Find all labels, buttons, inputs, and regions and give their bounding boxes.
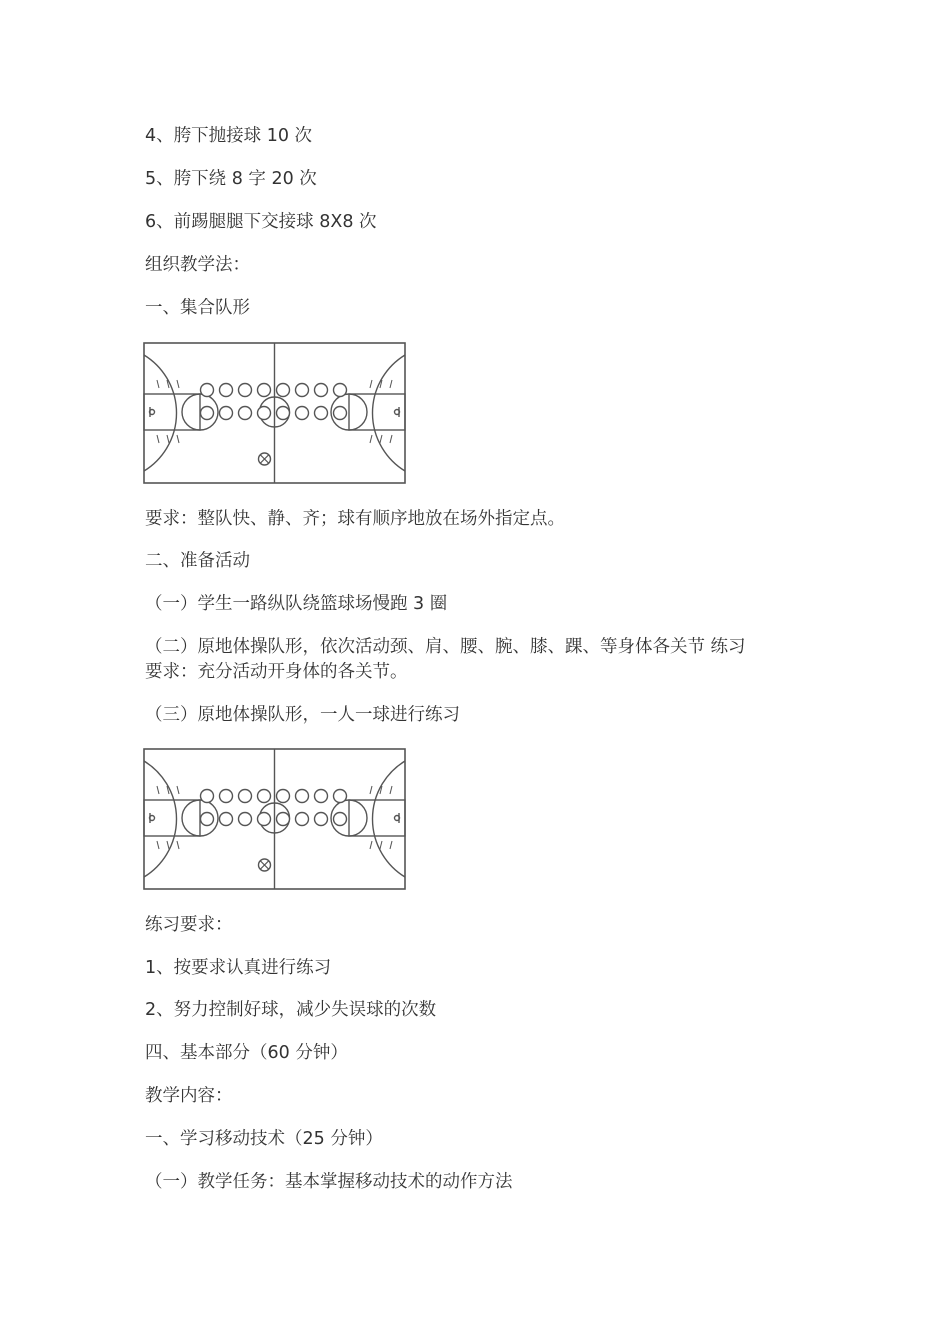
- player-marker: [277, 813, 290, 826]
- free-throw-lane: [144, 394, 200, 430]
- court-diagram-formation: [143, 342, 406, 484]
- free-throw-lane: [349, 800, 405, 836]
- text-line: 教学内容：: [145, 1086, 233, 1106]
- section-heading: 一、集合队形: [145, 298, 250, 318]
- player-marker: [296, 813, 309, 826]
- player-marker: [201, 384, 214, 397]
- player-marker: [315, 407, 328, 420]
- text-line: （二）原地体操队形，依次活动颈、肩、腰、腕、膝、踝、等身体各关节 练习: [145, 637, 746, 657]
- player-marker: [201, 813, 214, 826]
- lane-hash-mark: [167, 841, 169, 849]
- section-heading: 四、基本部分（60 分钟）: [145, 1043, 348, 1063]
- text-line: 要求：整队快、静、齐；球有顺序地放在场外指定点。: [145, 509, 565, 529]
- text-line: 1、按要求认真进行练习: [145, 958, 332, 978]
- text-line: 5、胯下绕 8 字 20 次: [145, 169, 317, 189]
- text-line: 2、努力控制好球，减少失误球的次数: [145, 1000, 437, 1020]
- player-marker: [296, 790, 309, 803]
- player-marker: [277, 384, 290, 397]
- text-line: 要求：充分活动开身体的各关节。: [145, 662, 408, 682]
- lane-hash-mark: [167, 435, 169, 443]
- free-throw-lane: [349, 394, 405, 430]
- lane-hash-mark: [390, 786, 392, 794]
- lane-hash-mark: [370, 435, 372, 443]
- lane-hash-mark: [370, 841, 372, 849]
- player-marker: [258, 384, 271, 397]
- court-diagram-practice: [143, 748, 406, 890]
- lane-hash-mark: [177, 380, 179, 388]
- player-marker: [201, 407, 214, 420]
- lane-hash-mark: [177, 841, 179, 849]
- player-marker: [334, 407, 347, 420]
- player-marker: [220, 384, 233, 397]
- player-marker: [258, 790, 271, 803]
- lane-hash-mark: [390, 841, 392, 849]
- text-line: （一）学生一路纵队绕篮球场慢跑 3 圈: [145, 594, 448, 614]
- text-line: 练习要求：: [145, 915, 233, 935]
- lane-hash-mark: [177, 786, 179, 794]
- player-marker: [239, 407, 252, 420]
- player-marker: [315, 813, 328, 826]
- player-marker: [239, 384, 252, 397]
- lane-hash-mark: [390, 435, 392, 443]
- lane-hash-mark: [157, 380, 159, 388]
- player-marker: [220, 790, 233, 803]
- player-marker: [296, 407, 309, 420]
- free-throw-lane: [144, 800, 200, 836]
- player-marker: [239, 790, 252, 803]
- player-marker: [334, 790, 347, 803]
- player-marker: [277, 790, 290, 803]
- text-line: 6、前踢腿腿下交接球 8X8 次: [145, 212, 377, 232]
- player-marker: [334, 384, 347, 397]
- player-marker: [258, 407, 271, 420]
- text-line: 组织教学法：: [145, 255, 250, 275]
- lane-hash-mark: [390, 380, 392, 388]
- player-marker: [220, 407, 233, 420]
- section-heading: 一、学习移动技术（25 分钟）: [145, 1129, 383, 1149]
- text-line: （三）原地体操队形，一人一球进行练习: [145, 705, 460, 725]
- lane-hash-mark: [380, 841, 382, 849]
- three-point-arc: [144, 761, 177, 877]
- three-point-arc: [372, 355, 405, 471]
- text-line: （一）教学任务：基本掌握移动技术的动作方法: [145, 1172, 513, 1192]
- player-marker: [296, 384, 309, 397]
- lane-hash-mark: [157, 841, 159, 849]
- player-marker: [239, 813, 252, 826]
- lane-hash-mark: [370, 380, 372, 388]
- lane-hash-mark: [157, 435, 159, 443]
- player-marker: [201, 790, 214, 803]
- player-marker: [277, 407, 290, 420]
- player-marker: [258, 813, 271, 826]
- three-point-arc: [144, 355, 177, 471]
- lane-hash-mark: [370, 786, 372, 794]
- three-point-arc: [372, 761, 405, 877]
- player-marker: [220, 813, 233, 826]
- lane-hash-mark: [177, 435, 179, 443]
- lane-hash-mark: [157, 786, 159, 794]
- section-heading: 二、准备活动: [145, 551, 250, 571]
- text-line: 4、胯下抛接球 10 次: [145, 126, 313, 146]
- player-marker: [334, 813, 347, 826]
- lane-hash-mark: [380, 435, 382, 443]
- player-marker: [315, 384, 328, 397]
- player-marker: [315, 790, 328, 803]
